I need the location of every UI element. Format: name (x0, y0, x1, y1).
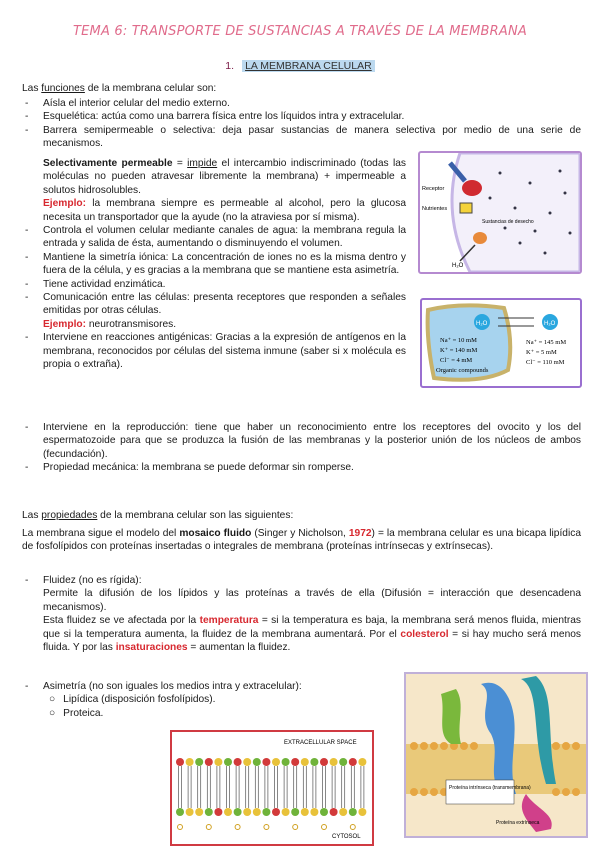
list-item: - Interviene en reacciones antigénicas: Gracias a la expresión de antígenos en la membrana, reconocidos por células del sistema inmune (saber si x molécula es propia o extraña). (25, 332, 406, 371)
list-item: - Propiedad mecánica: la membrana se puede deformar sin romperse. (25, 462, 354, 474)
selective-example (43, 197, 406, 224)
lipid-tail (351, 766, 354, 808)
list-item: - Tiene actividad enzimática. (25, 278, 166, 290)
lipid-head (253, 758, 261, 766)
list-item-text: Interviene en reacciones antigénicas: Gracias a la expresión de antígenos en la membrana, reconocidos por células del sistema inmune (saber si x molécula es propia o extraña). (43, 332, 406, 371)
list-item-text: Aísla el interior celular del medio externo. (43, 98, 230, 109)
list-item-text: Comunicación entre las células: presenta receptores que responden a señales emitidas por otras células. (43, 292, 406, 317)
fluid-mosaic-figure (404, 672, 588, 838)
section-heading (0, 60, 600, 72)
list-item: - Mantiene la simetría iónica: La concentración de iones no es la misma dentro y fuera de la célula, y es gracias a la membrana que se mantiene esta asimetría. (25, 251, 406, 277)
list-item-text: Barrera semipermeable o selectiva: deja pasar sustancias de manera selectiva por medio de una serie de mecanismos. (43, 124, 581, 150)
lipid-head (243, 758, 251, 766)
transporter-shape (460, 203, 472, 213)
glyco-mark (235, 825, 240, 830)
section-number: 1. (225, 60, 235, 72)
outside-ion-2: Cl⁻ = 110 mM (526, 359, 565, 366)
model-paragraph (22, 527, 581, 554)
unsaturation-term: insaturaciones (115, 642, 188, 654)
lipid-head (282, 808, 290, 816)
impide-term: impide (187, 158, 218, 169)
model-text: La membrana sigue el modelo del (22, 528, 180, 539)
list-item: - Interviene en la reproducción: tiene que haber un reconocimiento entre los receptores del ovocito y los del espermatozoide para que se produzca la fusión de las membranas y la posterior unión de los núcleos de ambos (fecundación). (25, 422, 581, 460)
lipid-head (224, 758, 232, 766)
list-item: - Esquelética: actúa como una barrera física entre los líquidos intra y extracelular. (25, 111, 405, 123)
inside-ion-2: Cl⁻ = 4 mM (440, 357, 473, 364)
model-text: (Singer y Nicholson, (251, 528, 349, 539)
list-item: - Aísla el interior celular del medio externo. (25, 98, 230, 109)
channel-shape (473, 232, 487, 244)
fluidity-block (25, 574, 582, 654)
list-item: - Fluidez (no es rígida): (25, 575, 142, 586)
intro-text: Las (22, 510, 42, 521)
asymmetry-title: Asimetría (no son iguales los medios intra y extracelular): (43, 681, 302, 692)
lipid-head (186, 758, 194, 766)
functions-list-narrow (25, 157, 406, 372)
glyco-mark (178, 825, 183, 830)
lipid-tail (207, 766, 210, 808)
lipid-head (214, 808, 222, 816)
lipid-head (262, 808, 270, 816)
lipid-tail (265, 766, 268, 808)
properties-intro (22, 509, 582, 522)
lipid-head (262, 758, 270, 766)
selective-text: el intercambio indiscriminado (todas las moléculas no pueden atravesar libremente la membrana) + impermeable a solutos hidrosolubles. (43, 158, 406, 196)
lipid-head (205, 808, 213, 816)
functions-term: funciones (41, 83, 85, 94)
intro-text-end: de la membrana celular son las siguientes: (97, 510, 294, 521)
sub-list-item (43, 693, 393, 706)
protein-green (441, 689, 461, 744)
lipid-tail (275, 766, 278, 808)
cell-membrane-figure (418, 151, 582, 274)
asymmetry-block (25, 680, 393, 720)
lipid-head (205, 758, 213, 766)
list-item: - Controla el volumen celular mediante canales de agua: la membrana regula la entrada y salida de ésta, aumentando o disminuyendo el volumen. (25, 225, 406, 250)
glyco-mark (206, 825, 211, 830)
intrinsic-label-box (446, 780, 514, 804)
circle-bullet-icon: ○ (49, 707, 56, 719)
lipid-head (330, 808, 338, 816)
intrinsic-label: Proteína intrínseca (transmembrana) (449, 785, 531, 791)
lipid-tail (323, 766, 326, 808)
sub-item-text: Proteica. (63, 707, 104, 719)
h2o-out-label: H₂O (544, 321, 556, 327)
lipid-head (272, 758, 280, 766)
intro-text-end: de la membrana celular son: (84, 83, 217, 94)
selective-term: Selectivamente permeable (43, 158, 173, 169)
example-label: Ejemplo: (43, 198, 87, 210)
lipid-head (243, 808, 251, 816)
lipid-head (214, 758, 222, 766)
lipid-tail (342, 766, 345, 808)
intro-text: Las (22, 83, 42, 94)
sub-list-item (43, 707, 393, 720)
lipid-head (176, 808, 184, 816)
lipid-head (330, 758, 338, 766)
lipid-tail (236, 766, 239, 808)
lipid-head (291, 808, 299, 816)
selective-paragraph (43, 157, 406, 197)
lipid-heads-top (176, 758, 366, 766)
lipid-head (349, 808, 357, 816)
lipid-head (195, 758, 203, 766)
sub-item-text: Lipídica (disposición fosfolípidos). (63, 694, 216, 706)
lipid-head (339, 808, 347, 816)
glyco-mark (350, 825, 355, 830)
fluidity-title: Fluidez (no es rígida): (43, 575, 142, 586)
lipid-tail (227, 766, 230, 808)
lipid-head (234, 758, 242, 766)
water-label: H₂O (452, 263, 464, 269)
lipid-head (195, 808, 203, 816)
h2o-in-label: H₂O (476, 321, 488, 327)
cell-diagram (420, 153, 580, 272)
glyco-mark (322, 825, 327, 830)
factor-text: = si la temperatura es baja, la membrana será menos fluida, mientras que si la temperatura aumenta, la fluidez de la membrana aumentará. Por el (43, 615, 582, 640)
ion-diagram (422, 300, 580, 386)
lipid-heads-bottom (176, 808, 366, 830)
lipid-tail (198, 766, 201, 808)
lipid-head (310, 758, 318, 766)
model-text: ) = la membrana celular es una bicapa lipídica de fosfolípidos con proteínas insertadas o integrales de membrana (proteínas intrínsecas y extrínsecas). (22, 528, 581, 553)
inside-ion-3: Organic compounds (436, 367, 489, 374)
lipid-head (186, 808, 194, 816)
waste-label: Sustancias de desecho (482, 219, 534, 225)
comm-example (43, 318, 406, 331)
lipid-head (310, 808, 318, 816)
functions-intro (22, 82, 582, 95)
lipid-tail (303, 766, 306, 808)
lipid-head (301, 758, 309, 766)
lipid-tail (284, 766, 287, 808)
list-item-text: Controla el volumen celular mediante canales de agua: la membrana regula la entrada y salida de ésta, aumentando o disminuyendo el volumen. (43, 225, 406, 250)
example-label: Ejemplo: (43, 318, 87, 330)
lipid-tail (179, 766, 182, 808)
fluidity-paragraph: Permite la difusión de los lípidos y las proteínas a través de ella (Difusión = interacción que desencadena mecanismos). (43, 588, 581, 613)
list-item-text: Propiedad mecánica: la membrana se puede deformar sin romperse. (43, 462, 354, 474)
list-item: - Asimetría (no son iguales los medios intra y extracelular): (25, 681, 302, 692)
extrinsic-label: Proteína extrínseca (496, 820, 540, 826)
lipid-tails (179, 766, 364, 808)
factor-text: Esta fluidez se ve afectada por la (43, 615, 200, 627)
circle-bullet-icon: ○ (49, 694, 56, 706)
mosaic-diagram (406, 674, 586, 836)
receptor-shape (462, 180, 482, 196)
model-term: mosaico fluido (179, 528, 252, 539)
lipid-tail (361, 766, 364, 808)
inside-ion-0: Na⁺ = 10 mM (440, 337, 477, 344)
list-item-text: Mantiene la simetría iónica: La concentración de iones no es la misma dentro y fuera de la célula, y es gracias a la membrana que se mantiene esta asimetría. (43, 251, 406, 277)
lipid-tail (255, 766, 258, 808)
bilayer-figure (170, 730, 374, 846)
receptor-label: Receptor (422, 186, 445, 192)
lipid-head (358, 758, 366, 766)
lipid-head (320, 758, 328, 766)
example-text: neurotransmisores. (86, 318, 177, 330)
model-year: 1972 (348, 528, 372, 539)
factor-text: = aumentan la fluidez. (187, 642, 291, 654)
bilayer-diagram (172, 732, 372, 844)
example-text: la membrana siempre es permeable al alcohol, pero la glucosa necesita un transportador que la ayude (no la atraviesa por sí misma). (43, 198, 406, 223)
lipid-head (282, 758, 290, 766)
extrinsic-protein (522, 794, 552, 832)
lipid-head (234, 808, 242, 816)
lipid-head (358, 808, 366, 816)
lipid-tail (294, 766, 297, 808)
cytosol-label: CYTOSOL (332, 834, 361, 840)
lipid-head (224, 808, 232, 816)
lipid-head (253, 808, 261, 816)
factor-text: = si hay mucho será menos fluida. Y por las (43, 628, 581, 654)
ion-concentration-figure (420, 298, 582, 388)
lipid-head (176, 758, 184, 766)
lipid-tail (313, 766, 316, 808)
page-title: TEMA 6: TRANSPORTE DE SUSTANCIAS A TRAVÉS DE LA MEMBRANA (72, 24, 527, 39)
list-item: - Comunicación entre las células: presenta receptores que responden a señales emitidas por otras células. (25, 292, 406, 317)
lipid-head (339, 758, 347, 766)
list-item-text: Interviene en la reproducción: tiene que haber un reconocimiento entre los receptores del ovocito y los del espermatozoide para que se produzca la fusión de las membranas y la posterior unión de los núcleos de ambos (fecundación). (43, 422, 581, 460)
lipid-head (291, 758, 299, 766)
functions-list-top (25, 97, 581, 151)
outside-ion-0: Na⁺ = 145 mM (526, 339, 567, 346)
temperature-term: temperatura (199, 615, 259, 627)
extracellular-label: EXTRACELLULAR SPACE (284, 740, 357, 746)
cholesterol-term: colesterol (400, 628, 449, 640)
lipid-head (349, 758, 357, 766)
list-item: - Barrera semipermeable o selectiva: deja pasar sustancias de manera selectiva por medio de una serie de mecanismos. (25, 124, 581, 150)
section-title: LA MEMBRANA CELULAR (242, 60, 375, 72)
lipid-tail (217, 766, 220, 808)
eq: = (172, 158, 188, 169)
glyco-mark (264, 825, 269, 830)
lipid-head (320, 808, 328, 816)
lipid-tail (188, 766, 191, 808)
list-item-text: Tiene actividad enzimática. (43, 278, 166, 290)
outside-ion-1: K⁺ = 5 mM (526, 349, 557, 356)
lipid-head (272, 808, 280, 816)
inside-ion-1: K⁺ = 140 mM (440, 347, 478, 354)
nutrients-label: Nutrientes (422, 206, 448, 212)
fluidity-factors (43, 614, 581, 654)
lipid-tail (332, 766, 335, 808)
list-item-text: Esquelética: actúa como una barrera física entre los líquidos intra y extracelular. (43, 111, 405, 123)
glyco-mark (293, 825, 298, 830)
functions-list-bottom (25, 421, 581, 475)
lipid-tail (246, 766, 249, 808)
lipid-head (301, 808, 309, 816)
properties-term: propiedades (41, 510, 98, 521)
